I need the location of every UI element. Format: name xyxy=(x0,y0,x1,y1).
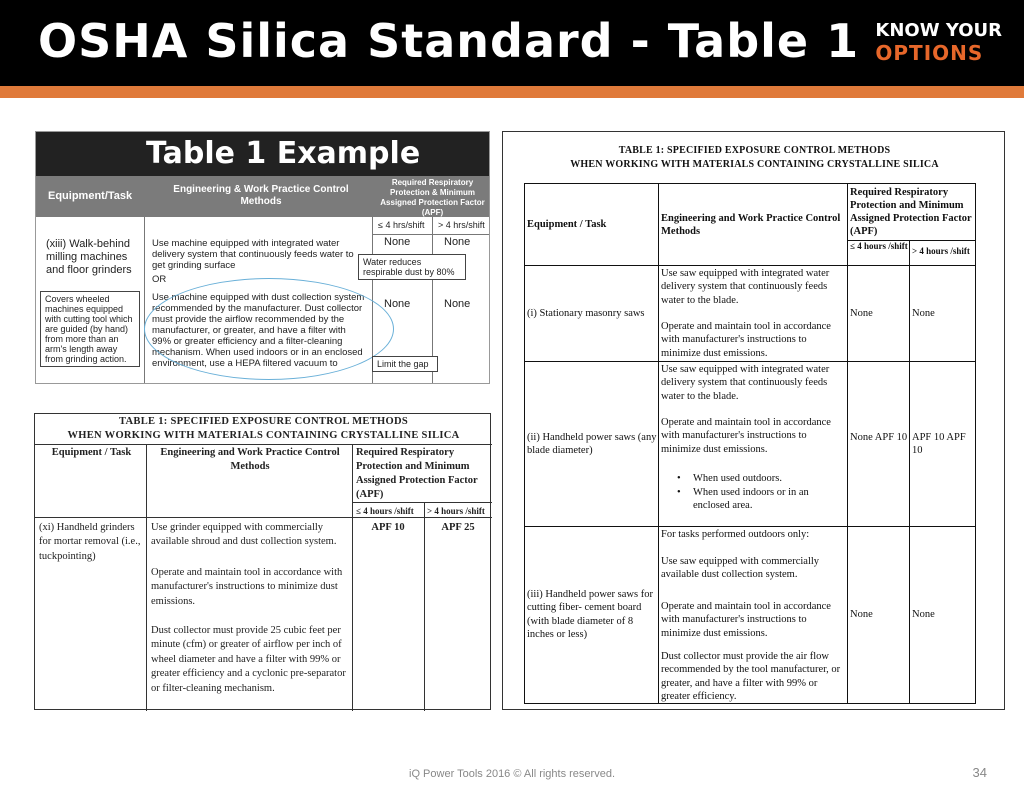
page-number: 34 xyxy=(972,765,987,780)
large-row2-le4: None APF 10 xyxy=(850,432,908,443)
slide-header xyxy=(0,0,1024,86)
small-col-apf: Required Respiratory Protection and Minimum Assigned Protection Factor (APF) xyxy=(356,447,478,500)
large-row3-method-2: Use saw equipped with commercially available dust collection system. xyxy=(661,556,820,581)
small-rule xyxy=(35,444,492,445)
example-sub-gt4: > 4 hrs/shift xyxy=(438,220,485,230)
large-rule xyxy=(524,526,976,527)
large-row2-equipment: (ii) Handheld power saws (any blade diameter) xyxy=(527,432,657,457)
example-method-1: Use machine equipped with integrated water delivery system that continuously feeds water to get grinding surface xyxy=(152,238,354,271)
small-rule xyxy=(146,444,147,711)
small-caption-2: WHEN WORKING WITH MATERIALS CONTAINING CRYSTALLINE SILICA xyxy=(67,430,460,441)
large-rule xyxy=(847,183,848,703)
large-row2-gt4: APF 10 APF 10 xyxy=(912,432,966,457)
example-row1-gt4: None xyxy=(444,236,471,248)
large-row1-method-2: Operate and maintain tool in accordance with manufacturer's instructions to minimize dust emissions. xyxy=(661,321,831,359)
large-row3-method-4: Dust collector must provide the air flow recommended by the tool manufacturer, or greater, and have a filter with 99% or greater efficiency. xyxy=(661,651,841,702)
example-col-controls: Engineering & Work Practice Control Methods xyxy=(173,184,349,207)
example-row2-gt4: None xyxy=(444,298,471,310)
brand-line-1: KNOW YOUR xyxy=(875,20,1002,41)
large-col-equipment: Equipment / Task xyxy=(527,219,607,230)
example-col-apf: Required Respiratory Protection & Minimum Assigned Protection Factor (APF) xyxy=(380,178,485,217)
small-caption-1: TABLE 1: SPECIFIED EXPOSURE CONTROL METHODS xyxy=(119,416,408,427)
large-row3-method-3: Operate and maintain tool in accordance with manufacturer's instructions to minimize dust emissions. xyxy=(661,601,831,639)
example-row1-le4: None xyxy=(384,236,411,248)
large-sub-gt4: > 4 hours /shift xyxy=(912,246,970,256)
large-row3-gt4: None xyxy=(912,609,935,620)
small-col-equipment: Equipment / Task xyxy=(51,447,132,458)
example-header-row xyxy=(36,176,490,217)
small-sub-le4: ≤ 4 hours /shift xyxy=(356,506,414,516)
small-method-2: Operate and maintain tool in accordance with manufacturer's instructions to minimize dust emissions. xyxy=(151,567,343,607)
slide-title: OSHA Silica Standard - Table 1 xyxy=(38,14,860,68)
brand-line-2: OPTIONS xyxy=(875,41,984,65)
example-equipment: (xiii) Walk-behind milling machines and floor grinders xyxy=(46,238,132,276)
example-row2-le4: None xyxy=(384,298,411,310)
large-rule xyxy=(524,183,525,703)
callout-covers: Covers wheeled machines equipped with cutting tool which are guided (by hand) from more than an arm's length away from grinding action. xyxy=(40,291,140,367)
large-row3-le4: None xyxy=(850,609,873,620)
small-method-3: Dust collector must provide 25 cubic feet per minute (cfm) or greater of airflow per inch of wheel diameter and have a filter with 99% or greater efficiency and a cyclonic pre-separator or filter-cleaning mechanism. xyxy=(151,625,346,694)
small-rule xyxy=(35,517,492,518)
small-equipment: (xi) Handheld grinders for mortar removal (i.e., tuckpointing) xyxy=(39,522,141,562)
small-apf-gt4: APF 25 xyxy=(441,522,475,533)
large-caption-2: WHEN WORKING WITH MATERIALS CONTAINING CRYSTALLINE SILICA xyxy=(570,159,939,170)
large-rule xyxy=(909,240,910,703)
accent-bar xyxy=(0,86,1024,98)
large-row1-equipment: (i) Stationary masonry saws xyxy=(527,308,645,319)
callout-gap: Limit the gap xyxy=(372,356,438,372)
large-rule xyxy=(975,183,976,703)
large-sub-le4: ≤ 4 hours /shift xyxy=(850,241,908,251)
small-rule xyxy=(352,444,353,711)
table-small-panel xyxy=(34,413,491,710)
example-divider xyxy=(372,234,490,235)
table-large-panel xyxy=(502,131,1005,710)
large-col-apf: Required Respiratory Protection and Minimum Assigned Protection Factor (APF) xyxy=(850,187,972,237)
small-apf-le4: APF 10 xyxy=(371,522,405,533)
example-title: Table 1 Example xyxy=(36,132,489,176)
footer-copyright: iQ Power Tools 2016 © All rights reserved. xyxy=(409,768,615,780)
large-row1-gt4: None xyxy=(912,308,935,319)
example-col-equipment: Equipment/Task xyxy=(48,190,133,202)
small-method-1: Use grinder equipped with commercially available shroud and dust collection system. xyxy=(151,522,337,548)
bullet-dot: • xyxy=(677,473,681,484)
large-row2-method-1: Use saw equipped with integrated water delivery system that continuously feeds water to the blade. xyxy=(661,364,830,402)
example-or: OR xyxy=(152,274,167,285)
bullet-dot: • xyxy=(677,487,681,498)
large-row2-method-2: Operate and maintain tool in accordance with manufacturer's instructions to minimize dust emissions. xyxy=(661,417,831,455)
large-row3-method-1: For tasks performed outdoors only: xyxy=(661,529,810,540)
callout-water: Water reduces respirable dust by 80% xyxy=(358,254,466,280)
small-col-controls: Engineering and Work Practice Control Methods xyxy=(160,447,340,472)
large-row2-bullet-2: When used indoors or in an enclosed area. xyxy=(693,487,809,512)
large-rule xyxy=(524,265,976,266)
large-rule xyxy=(658,183,659,703)
large-col-controls: Engineering and Work Practice Control Methods xyxy=(661,213,841,237)
large-rule xyxy=(524,183,976,184)
large-row3-equipment: (iii) Handheld power saws for cutting fiber- cement board (with blade diameter of 8 inches or less) xyxy=(527,589,653,640)
large-row2-bullet-1: When used outdoors. xyxy=(693,473,782,484)
large-row1-le4: None xyxy=(850,308,873,319)
small-rule xyxy=(352,502,492,503)
small-sub-gt4: > 4 hours /shift xyxy=(427,506,485,516)
brand-logo xyxy=(875,20,1002,64)
example-sub-le4: ≤ 4 hrs/shift xyxy=(378,220,425,230)
table-example-panel xyxy=(35,131,490,384)
example-method-2: Use machine equipped with dust collection system recommended by the manufacturer. Dust collector must provide the airflow recommended by the manufacturer, or greater, and have a filter with 99% or greater efficiency and a filter-cleaning mechanism. When used indoors or in an enclosed environment, use a HEPA filtered vacuum to xyxy=(152,292,365,369)
large-caption-1: TABLE 1: SPECIFIED EXPOSURE CONTROL METHODS xyxy=(618,145,891,156)
highlight-ellipse xyxy=(144,278,394,380)
large-row1-method-1: Use saw equipped with integrated water delivery system that continuously feeds water to the blade. xyxy=(661,268,830,306)
large-rule xyxy=(524,361,976,362)
